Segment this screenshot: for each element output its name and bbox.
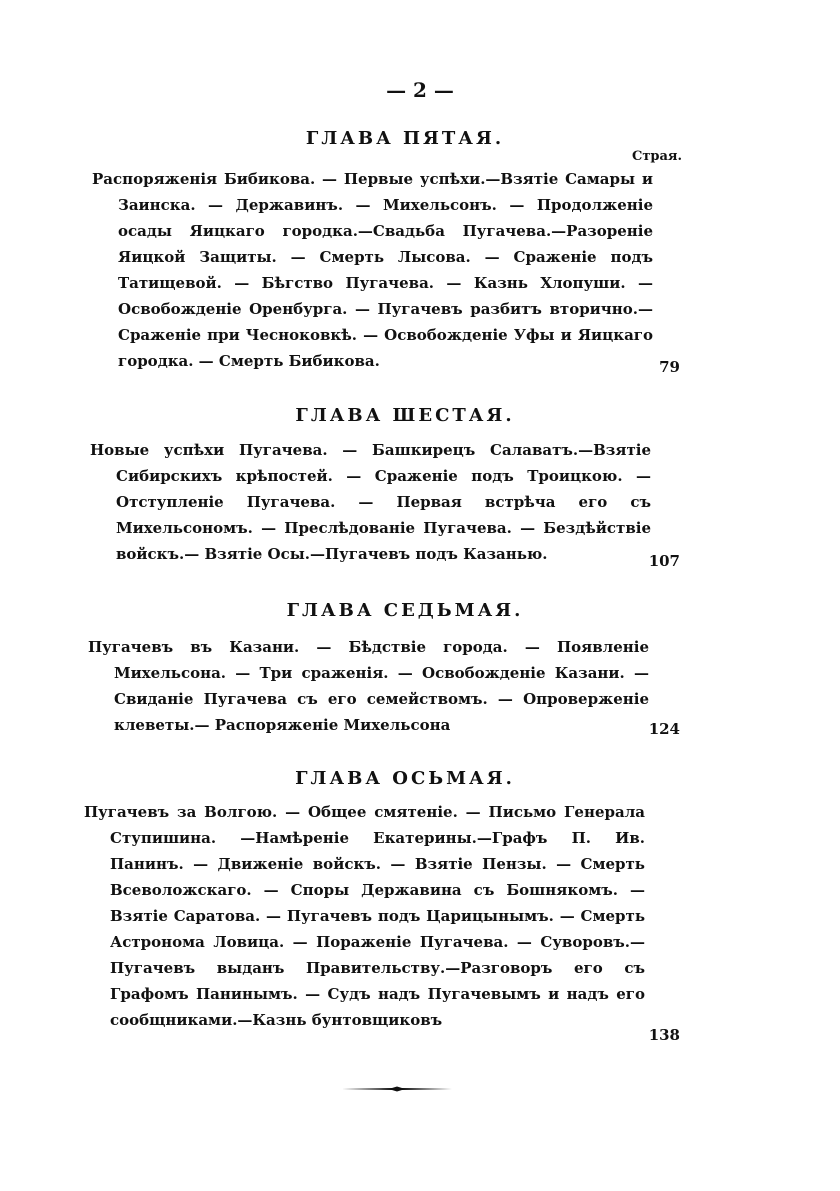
chapter-title-7: ГЛАВА СЕДЬМАЯ. (286, 600, 524, 621)
chapter-title-5: ГЛАВА ПЯТАЯ. (305, 128, 505, 149)
chapter-summary-6: Новые успѣхи Пугачева. — Башкирецъ Салаватъ.—Взятіе Сибирскихъ крѣпостей. — Сраженіе подъ Троицкою. — Отступленіе Пугачева. — Первая встрѣча его съ Михельсономъ. — Преслѣдованіе Пугачева. — Бездѣйствіе войскъ.— Взятіе Осы.—Пугачевъ подъ Казанью. (90, 441, 651, 563)
chapter-title-8: ГЛАВА ОСЬМАЯ. (295, 768, 515, 789)
ornament-divider (342, 1085, 452, 1093)
chapter-page-7: 124 (648, 720, 680, 738)
page-column-label: Страя. (632, 149, 683, 164)
chapter-summary-5: Распоряженія Бибикова. — Первые успѣхи.—Взятіе Самары и Заинска. — Державинъ. — Михельсонъ. — Продолженіе осады Яицкаго городка.—Свадьба Пугачева.—Разореніе Яицкой Защиты. — Смерть Лысова. — Сраженіе подъ Татищевой. — Бѣгство Пугачева. — Казнь Хлопуши. — Освобожденіе Оренбурга. — Пугачевъ разбитъ вторично.—Сраженіе при Чесноковкѣ. — Освобожденіе Уфы и Яицкаго городка. — Смерть Бибикова. (92, 170, 653, 370)
page-number: — 2 — (386, 78, 454, 102)
chapter-page-6: 107 (648, 552, 680, 570)
chapter-title-6: ГЛАВА ШЕСТАЯ. (295, 405, 515, 426)
chapter-summary-8: Пугачевъ за Волгою. — Общее смятеніе. — Письмо Генерала Ступишина. —Намѣреніе Екатерины.—Графъ П. Ив. Панинъ. — Движеніе войскъ. — Взятіе Пензы. — Смерть Всеволожскаго. — Споры Державина съ Бошнякомъ. — Взятіе Саратова. — Пугачевъ подъ Царицынымъ. — Смерть Астронома Ловица. — Пораженіе Пугачева. — Суворовъ.— Пугачевъ выданъ Правительству.—Разговоръ его съ Графомъ Панинымъ. — Судъ надъ Пугачевымъ и надъ его сообщниками.—Казнь бунтовщиковъ (84, 803, 645, 1029)
chapter-page-5: 79 (659, 358, 680, 376)
chapter-page-8: 138 (648, 1026, 680, 1044)
chapter-summary-7: Пугачевъ въ Казани. — Бѣдствіе города. — Появленіе Михельсона. — Три сраженія. — Освобожденіе Казани. — Свиданіе Пугачева съ его семействомъ. — Опроверженіе клеветы.— Распоряженіе Михельсона (88, 638, 649, 734)
